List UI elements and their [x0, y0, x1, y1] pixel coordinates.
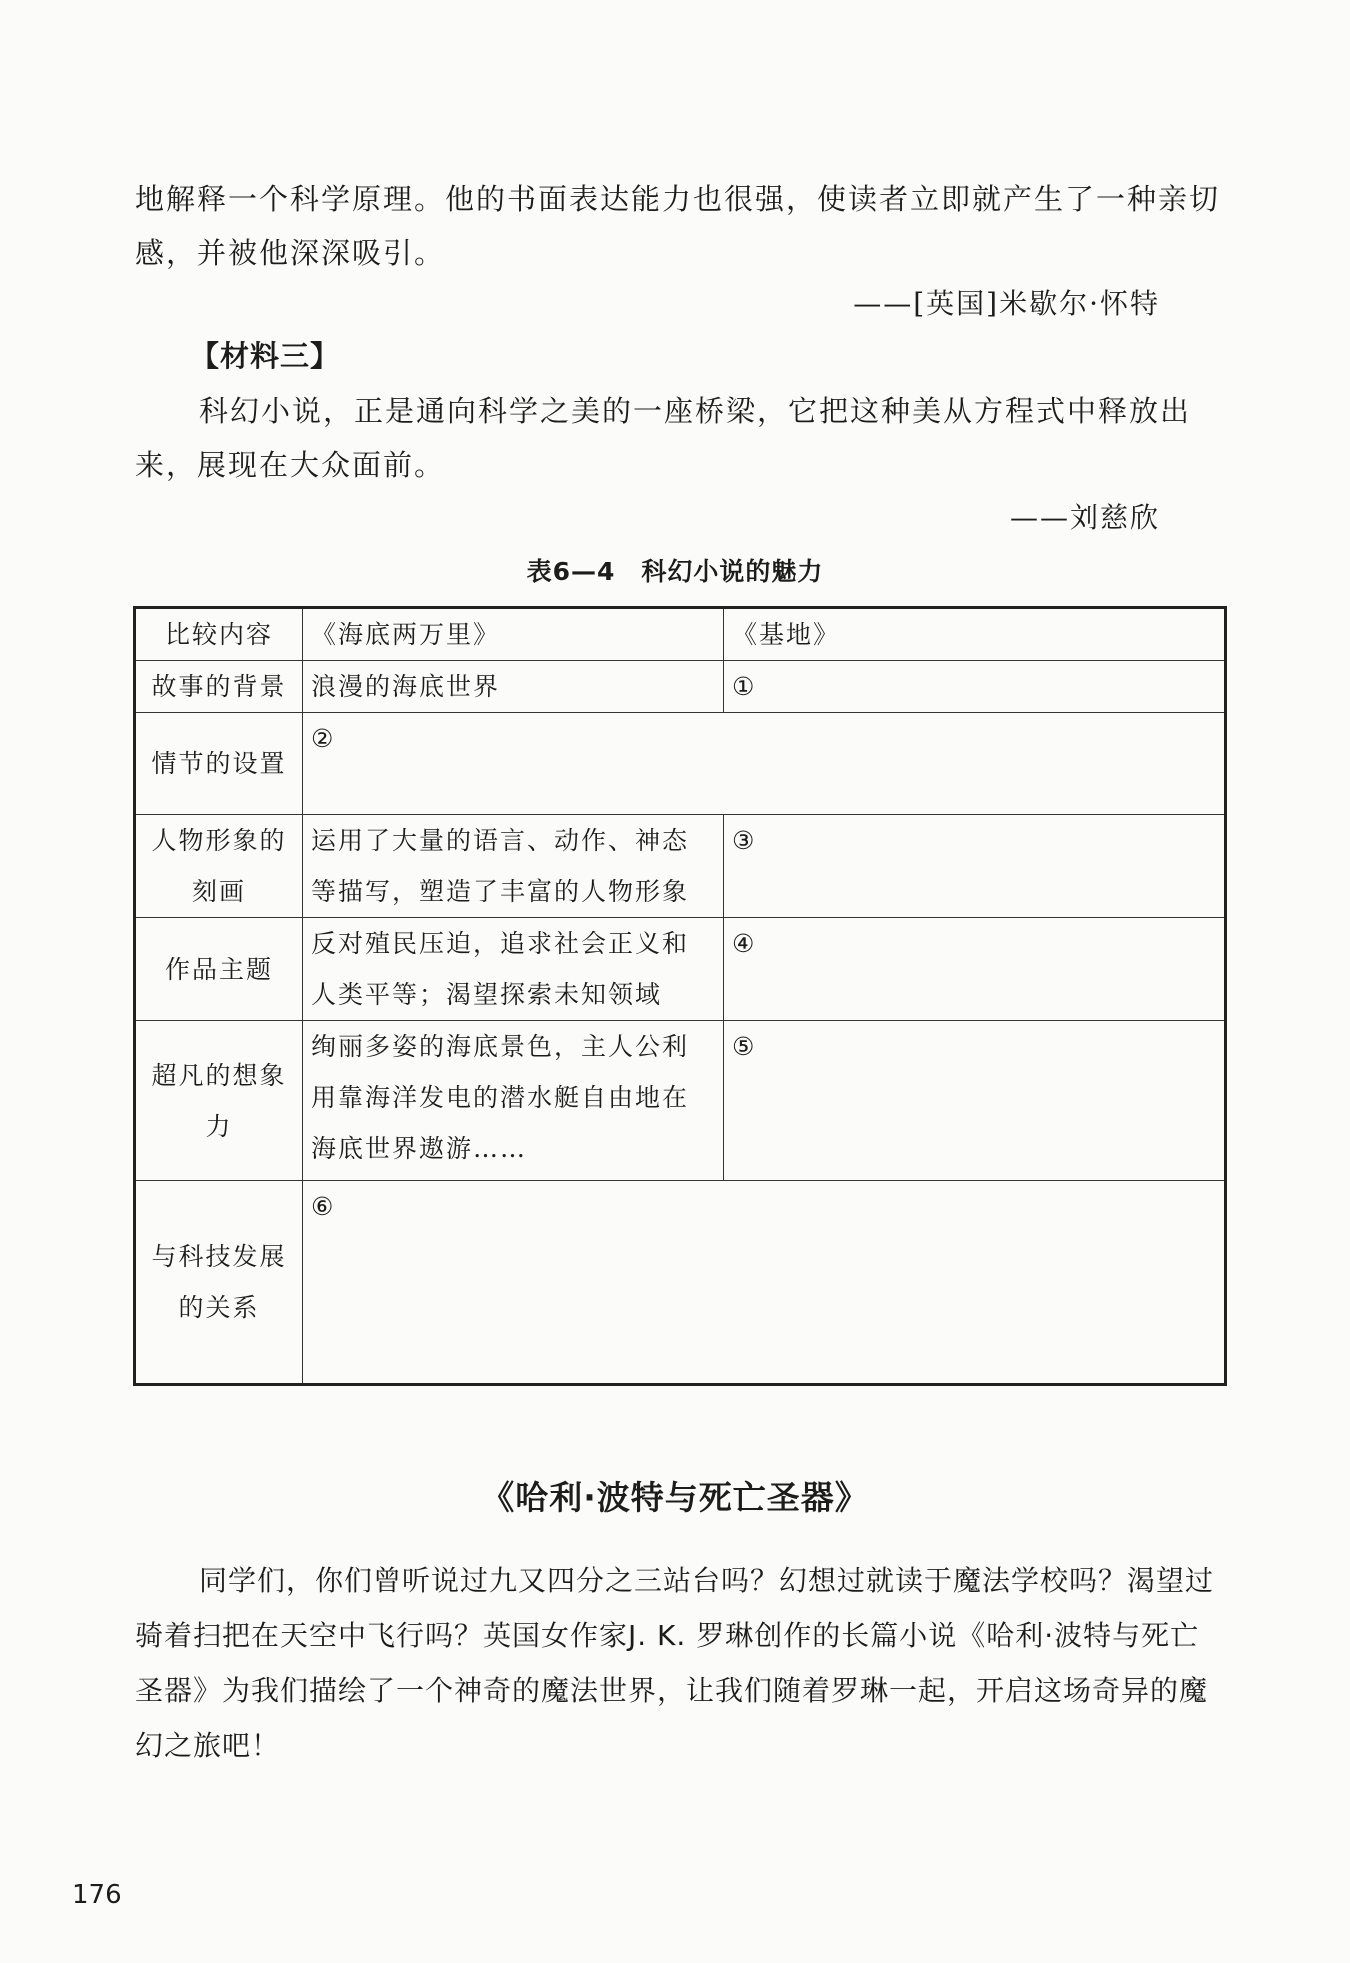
table-row — [135, 661, 1226, 713]
cell-haidi: 《海底两万里》 — [303, 608, 724, 661]
row-label: 与科技发展的关系 — [135, 1181, 303, 1385]
row-label: 故事的背景 — [135, 661, 303, 713]
row-label: 作品主题 — [135, 918, 303, 1021]
section-title: 《哈利·波特与死亡圣器》 — [481, 1478, 869, 1517]
table-row — [135, 1021, 1226, 1181]
material2-text: 地解释一个科学原理。他的书面表达能力也很强，使读者立即就产生了一种亲切感，并被他深深吸引。 — [135, 182, 1221, 270]
cell-jidi: 《基地》 — [724, 608, 1226, 661]
cell-haidi: 绚丽多姿的海底景色，主人公利用靠海洋发电的潜水艇自由地在海底世界遨游…… — [303, 1021, 724, 1181]
table-row — [135, 815, 1226, 918]
material2-block — [135, 172, 1225, 280]
section-intro: 同学们，你们曾听说过九又四分之三站台吗？幻想过就读于魔法学校吗？渴望过骑着扫把在天空中飞行吗？英国女作家J. K. 罗琳创作的长篇小说《哈利·波特与死亡圣器》为我们描绘了一个神奇的魔法世界，让我们随着罗琳一起，开启这场奇异的魔幻之旅吧！ — [135, 1564, 1215, 1762]
row-label: 比较内容 — [135, 608, 303, 661]
table-caption: 表6—4 科幻小说的魅力 — [526, 557, 824, 586]
row-label: 情节的设置 — [135, 713, 303, 815]
table-row — [135, 918, 1226, 1021]
row-label: 人物形象的刻画 — [135, 815, 303, 918]
cell-haidi: 反对殖民压迫，追求社会正义和人类平等；渴望探索未知领域 — [303, 918, 724, 1021]
page-number: 176 — [72, 1880, 122, 1910]
cell-jidi: ④ — [724, 918, 1226, 1021]
comparison-table — [133, 606, 1227, 1386]
cell-merged: ⑥ — [303, 1181, 1226, 1385]
cell-merged: ② — [303, 713, 1226, 815]
material3-block — [135, 384, 1225, 492]
material3-text: 科幻小说，正是通向科学之美的一座桥梁，它把这种美从方程式中释放出来，展现在大众面前。 — [135, 394, 1192, 482]
cell-jidi: ③ — [724, 815, 1226, 918]
table-row — [135, 713, 1226, 815]
material2-attribution: ——[英国]米歇尔·怀特 — [853, 287, 1160, 320]
cell-haidi: 运用了大量的语言、动作、神态等描写，塑造了丰富的人物形象 — [303, 815, 724, 918]
table-row — [135, 1181, 1226, 1385]
cell-jidi: ⑤ — [724, 1021, 1226, 1181]
material3-heading: 【材料三】 — [190, 339, 341, 373]
material3-attribution: ——刘慈欣 — [1009, 501, 1160, 534]
table-row — [135, 608, 1226, 661]
cell-jidi: ① — [724, 661, 1226, 713]
cell-haidi: 浪漫的海底世界 — [303, 661, 724, 713]
row-label: 超凡的想象力 — [135, 1021, 303, 1181]
